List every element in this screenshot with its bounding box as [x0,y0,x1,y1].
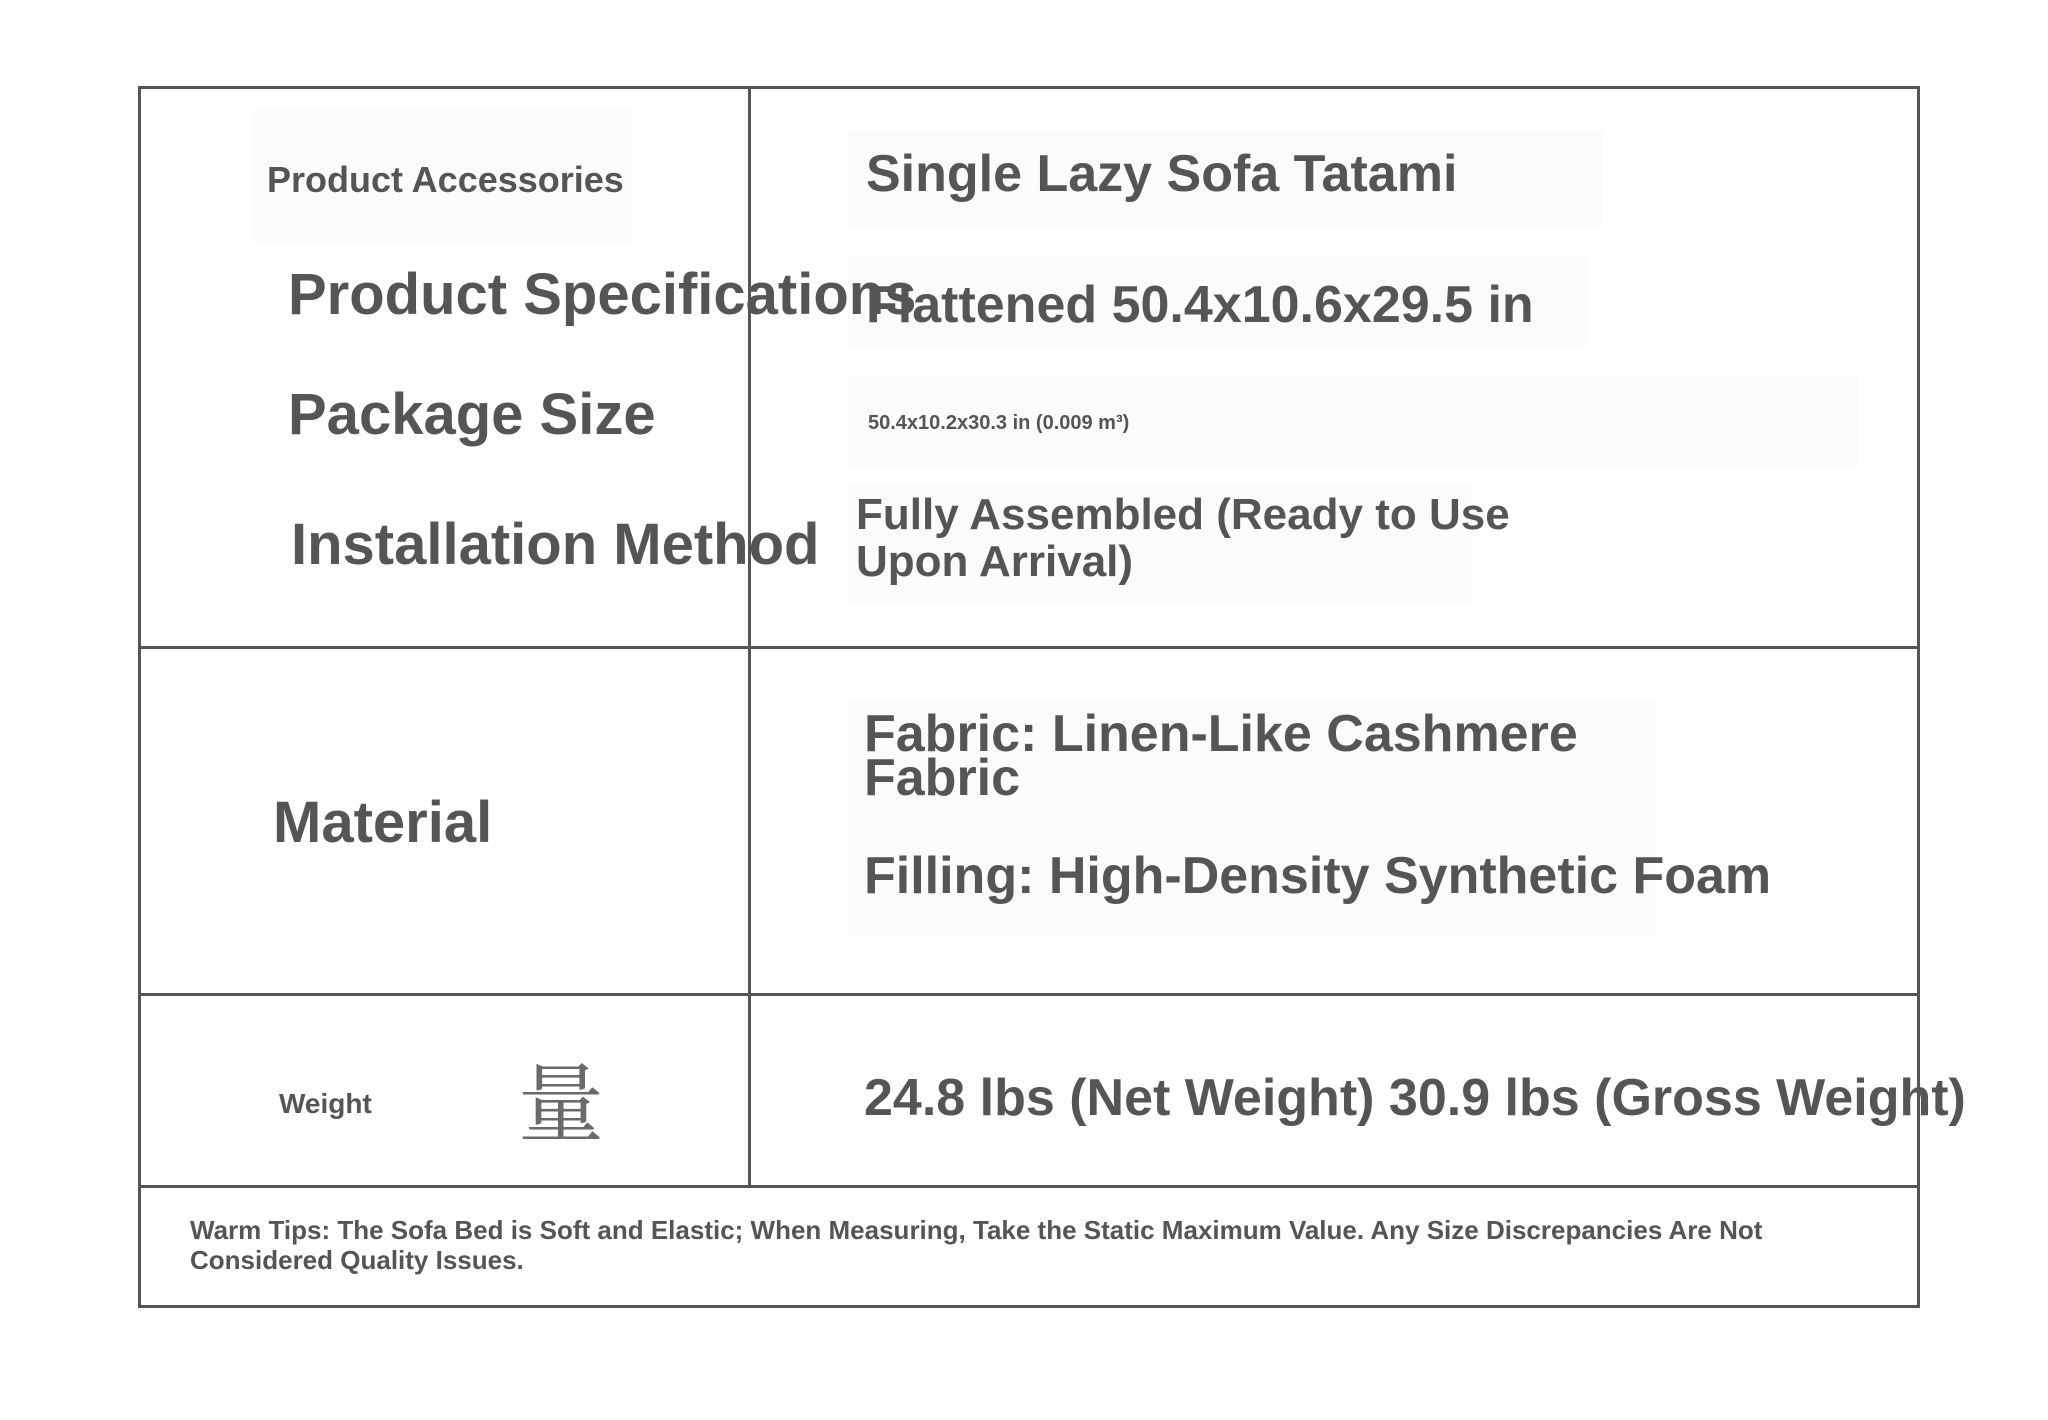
label-product-accessories: Product Accessories [267,159,624,200]
row-divider [138,1185,1920,1188]
value-package-size: 50.4x10.2x30.3 in (0.009 m³) [868,412,1130,434]
label-installation-method: Installation Method [291,512,820,577]
label-product-specifications: Product Specifications [288,262,917,327]
value-installation-line2: Upon Arrival) [856,537,1134,586]
value-fabric-line2: Fabric [864,749,1021,807]
value-weight: 24.8 lbs (Net Weight) 30.9 lbs (Gross Weight) [864,1069,1966,1127]
value-installation-line1: Fully Assembled (Ready to Use [856,490,1510,539]
row-divider [138,646,1920,649]
value-fabric-line1: Fabric: Linen-Like Cashmere [864,705,1578,763]
warm-tips-note: Warm Tips: The Sofa Bed is Soft and Elastic; When Measuring, Take the Static Maximum Value. Any Size Discrepancies Are Not Considered Quality Issues. [190,1215,1763,1275]
value-product-specifications: Flattened 50.4x10.6x29.5 in [866,276,1534,334]
label-package-size: Package Size [288,382,656,447]
value-product-accessories: Single Lazy Sofa Tatami [866,145,1458,203]
label-material: Material [273,790,493,855]
value-filling: Filling: High-Density Synthetic Foam [864,847,1772,905]
row-divider [138,993,1920,996]
label-weight: Weight [279,1088,372,1119]
weight-glyph-icon: 量 [518,1055,604,1155]
column-divider [748,86,751,1188]
